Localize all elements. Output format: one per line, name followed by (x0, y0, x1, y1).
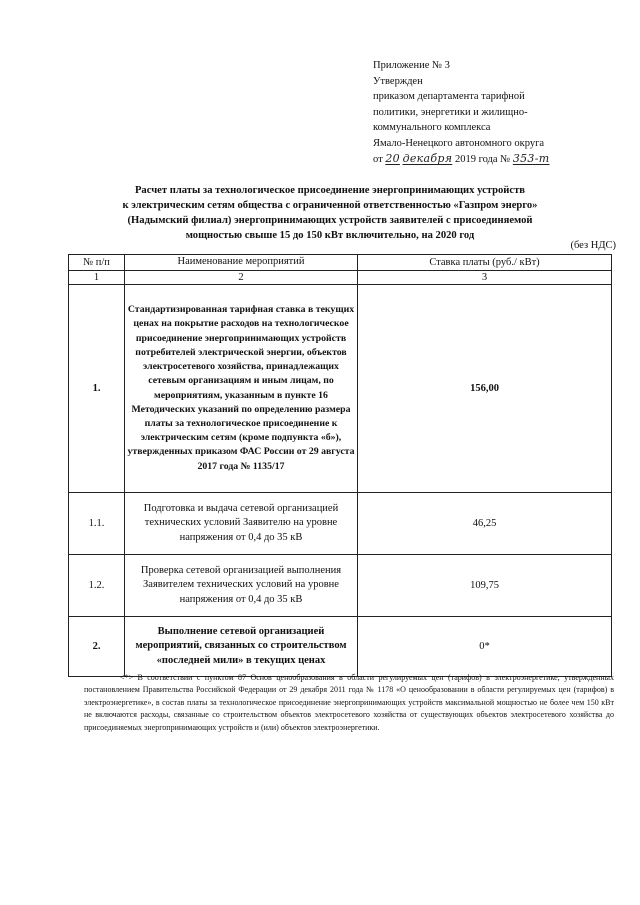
header-rate: Ставка платы (руб./ кВт) (358, 255, 612, 271)
title-line-4: мощностью свыше 15 до 150 кВт включительно, на 2020 год (185, 230, 475, 241)
table-row (69, 493, 612, 555)
row-num: 1.2. (69, 555, 125, 617)
colnum-1: 1 (69, 271, 125, 285)
row-name: Проверка сетевой организацией выполнения Заявителем технических условий на уровне напряжения от 0,4 до 35 кВ (125, 555, 358, 617)
table-row (69, 555, 612, 617)
row-value: 0* (358, 617, 612, 677)
row-value: 156,00 (358, 285, 612, 493)
rates-table (68, 254, 612, 677)
order-date-line (373, 151, 618, 168)
approved-label: Утвержден (373, 75, 423, 87)
appendix-line-3: коммунального комплекса (373, 122, 491, 133)
colnum-2: 2 (125, 271, 358, 285)
table-header-row (69, 255, 612, 271)
order-day: 20 (385, 152, 400, 165)
footnote: <*> В соответствии с пунктом 87 Основ ценообразования в области регулируемых цен (тарифов) в электроэнергетике, утвержденных постановлением Правительства Российской Федерации от 29 декабря 2011 года № 1178 «О ценообразовании в области регулируемых цен (тарифов) в электроэнергетике», в состав платы за технологическое присоединение энергопринимающих устройств максимальной мощностью не более чем 150 кВт не включаются расходы, связанные со строительством объектов электросетевого хозяйства от существующих объектов электросетевого хозяйства до присоединяемых энергопринимающих устройств и (или) объектов электроэнергетики. (84, 673, 614, 732)
appendix-line-2: политики, энергетики и жилищно- (373, 106, 528, 118)
vat-note: (без НДС) (570, 240, 616, 251)
title-line-1: Расчет платы за технологическое присоединение энергопринимающих устройств (134, 185, 526, 196)
title-line-3: (Надымский филиал) энергопринимающих устройств заявителей с присоединяемой (127, 215, 533, 226)
document-title (40, 183, 620, 243)
row-num: 2. (69, 617, 125, 677)
row-num: 1.1. (69, 493, 125, 555)
table-colnum-row (69, 271, 612, 285)
header-name: Наименование мероприятий (125, 255, 358, 271)
appendix-number: Приложение № 3 (373, 60, 450, 71)
appendix-line-1: приказом департамента тарифной (373, 91, 525, 102)
row-value: 109,75 (358, 555, 612, 617)
table-row (69, 285, 612, 493)
row-name: Стандартизированная тарифная ставка в текущих ценах на покрытие расходов на технологическое присоединение энергопринимающих устройств потребителей электрической энергии, объектов электросетевого хозяйства, принадлежащих сетевым организациям и иным лицам, по мероприятиям, указанным в пункте 16 Методических указаний по определению размера платы за технологическое присоединение к электрическим сетям (кроме подпункта «б»), утвержденных приказом ФАС России от 29 августа 2017 года № 1135/17 (125, 285, 358, 493)
order-year: 2019 года № (454, 154, 511, 165)
header-num: № п/п (69, 255, 125, 271)
row-name: Выполнение сетевой организацией мероприятий, связанных со строительством «последней мили» в текущих ценах (125, 617, 358, 677)
row-value: 46,25 (358, 493, 612, 555)
title-line-2: к электрическим сетям общества с ограниченной ответственностью «Газпром энерго» (122, 200, 538, 211)
order-month: декабря (402, 152, 453, 165)
row-name: Подготовка и выдача сетевой организацией технических условий Заявителю на уровне напряжения от 0,4 до 35 кВ (125, 493, 358, 555)
order-number: 353-т (512, 152, 550, 165)
colnum-3: 3 (358, 271, 612, 285)
appendix-line-4: Ямало-Ненецкого автономного округа (373, 137, 545, 149)
row-num: 1. (69, 285, 125, 493)
order-from: от (373, 154, 383, 165)
table-row (69, 617, 612, 677)
appendix-block (373, 58, 618, 168)
